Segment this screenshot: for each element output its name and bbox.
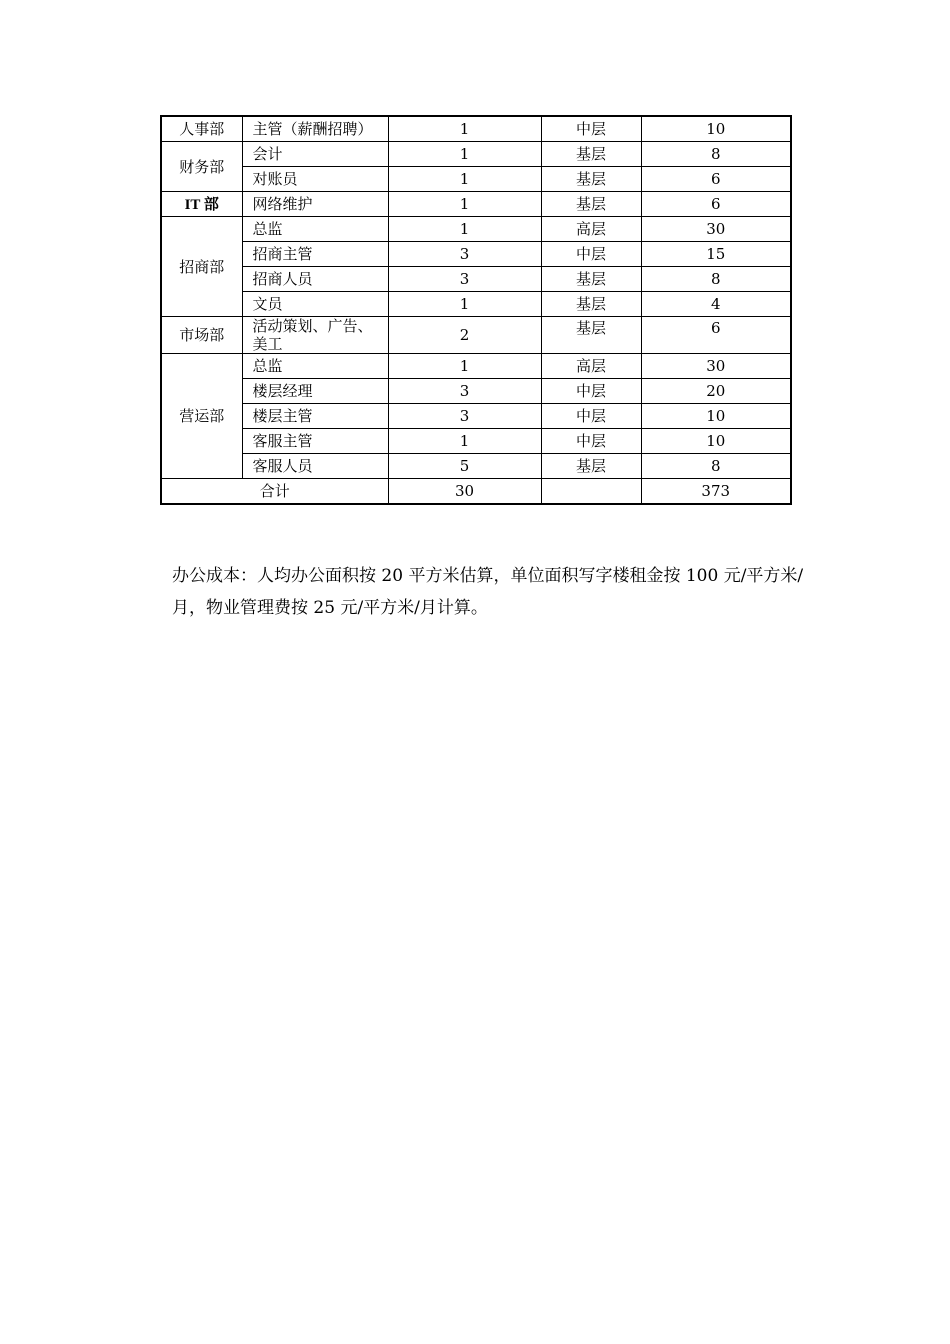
level-cell: 中层 [541,404,641,429]
count-cell: 1 [388,354,541,379]
table-row [161,242,791,267]
level-cell: 中层 [541,379,641,404]
position-cell: 文员 [242,292,388,317]
level-cell: 基层 [541,317,641,354]
value-cell: 20 [641,379,791,404]
position-cell: 楼层主管 [242,404,388,429]
table-row [161,217,791,242]
count-cell: 3 [388,267,541,292]
table-row [161,379,791,404]
value-cell: 6 [641,167,791,192]
position-cell: 客服人员 [242,454,388,479]
total-level [541,479,641,505]
dept-cell: 市场部 [161,317,242,354]
dept-cell: 人事部 [161,116,242,142]
level-cell: 基层 [541,192,641,217]
value-cell: 30 [641,354,791,379]
table-row [161,354,791,379]
office-cost-note: 办公成本：人均办公面积按 20 平方米估算，单位面积写字楼租金按 100 元/平方米/月，物业管理费按 25 元/平方米/月计算。 [172,566,804,618]
dept-cell [161,192,242,217]
staff-cost-table [160,115,792,505]
value-cell: 8 [641,454,791,479]
position-cell: 楼层经理 [242,379,388,404]
dept-cell: 营运部 [161,354,242,479]
dept-cell: 财务部 [161,142,242,192]
dept-cell-text: IT 部 [184,196,219,213]
value-cell: 8 [641,142,791,167]
table-row [161,404,791,429]
table-row [161,267,791,292]
dept-cell: 招商部 [161,217,242,317]
level-cell: 基层 [541,292,641,317]
level-cell: 基层 [541,454,641,479]
count-cell: 3 [388,379,541,404]
level-cell: 中层 [541,116,641,142]
count-cell: 1 [388,217,541,242]
total-value: 373 [641,479,791,505]
count-cell: 1 [388,116,541,142]
level-cell: 基层 [541,267,641,292]
position-cell: 活动策划、广告、美工 [242,317,388,354]
level-cell: 中层 [541,242,641,267]
value-cell: 6 [641,317,791,354]
total-label: 合计 [161,479,388,505]
position-cell: 客服主管 [242,429,388,454]
count-cell: 3 [388,242,541,267]
count-cell: 1 [388,292,541,317]
level-cell: 中层 [541,429,641,454]
position-cell: 对账员 [242,167,388,192]
value-cell: 10 [641,116,791,142]
table-row [161,167,791,192]
count-cell: 5 [388,454,541,479]
total-row [161,479,791,505]
position-cell: 总监 [242,354,388,379]
position-cell: 总监 [242,217,388,242]
table-row [161,317,791,354]
position-cell: 招商人员 [242,267,388,292]
level-cell: 高层 [541,217,641,242]
count-cell: 1 [388,142,541,167]
table-row [161,429,791,454]
value-cell: 8 [641,267,791,292]
value-cell: 10 [641,404,791,429]
count-cell: 1 [388,192,541,217]
position-cell: 会计 [242,142,388,167]
table-row [161,192,791,217]
value-cell: 10 [641,429,791,454]
table-row [161,292,791,317]
count-cell: 2 [388,317,541,354]
count-cell: 1 [388,429,541,454]
value-cell: 4 [641,292,791,317]
table-row [161,116,791,142]
level-cell: 基层 [541,142,641,167]
level-cell: 基层 [541,167,641,192]
value-cell: 30 [641,217,791,242]
position-cell: 招商主管 [242,242,388,267]
value-cell: 6 [641,192,791,217]
table-row [161,142,791,167]
total-count: 30 [388,479,541,505]
table-row [161,454,791,479]
count-cell: 3 [388,404,541,429]
count-cell: 1 [388,167,541,192]
position-cell: 主管（薪酬招聘） [242,116,388,142]
level-cell: 高层 [541,354,641,379]
position-cell: 网络维护 [242,192,388,217]
value-cell: 15 [641,242,791,267]
